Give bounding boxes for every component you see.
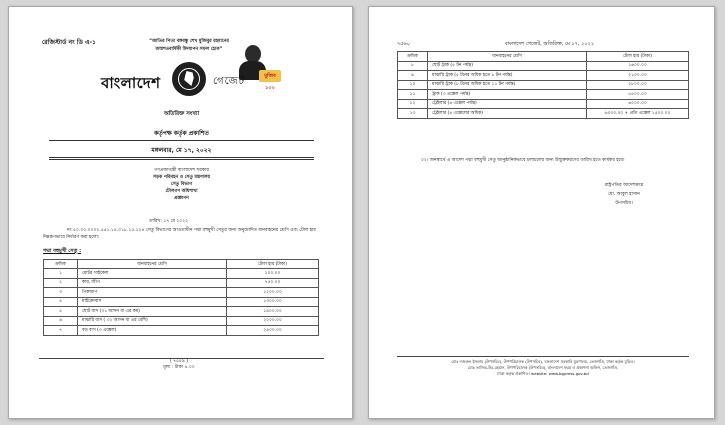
issuing-authority	[49, 167, 314, 202]
serial-cell: ১১	[398, 90, 428, 100]
vehicle-class-cell: মাঝারি ট্রাক (৫ টনের অধিক হতে ৮ টন পর্যন্ত)	[428, 71, 587, 81]
serial-cell: ৮	[398, 61, 428, 71]
running-header	[397, 41, 689, 49]
serial-cell: ১০	[398, 80, 428, 90]
gov-line-5: প্রজ্ঞাপন	[174, 196, 189, 201]
signatory-name: মো. আবুল হাসান	[608, 192, 640, 197]
footer-line-3: ঢাকা কর্তৃক প্রকাশিত। website: www.bgpress.gov.bd	[497, 371, 589, 377]
toll-rate-table	[43, 259, 319, 336]
footer-line-1: মোঃ নজরুল ইসলাম (উপসচিব), উপপরিচালক (উপসচিব), বাংলাদেশ সরকারি মুদ্রণালয়, তেজগাঁও, ঢাকা কর্তৃক মুদ্রিত।	[451, 359, 635, 364]
table-row	[44, 288, 319, 298]
divider	[49, 157, 314, 158]
gazette-title: বাংলাদেশ	[101, 74, 161, 92]
serial-cell: ৬	[44, 316, 78, 326]
table-row	[398, 80, 689, 90]
running-header-title: বাংলাদেশ গেজেট, অতিরিক্ত, মে ১৭, ২০২২	[504, 41, 595, 47]
toll-rate-cell: ৭৫০.০০	[227, 278, 319, 288]
slogan	[124, 38, 254, 54]
divider	[49, 140, 314, 141]
issue-date-heading: মঙ্গলবার, মে ১৭, ২০২২	[151, 147, 212, 154]
toll-rate-cell: ২১০০.০০	[587, 71, 689, 81]
toll-rate-cell: ২৪০০.০০	[227, 326, 319, 336]
vehicle-class-cell: ট্রাক (৩ এক্সেল পর্যন্ত)	[428, 90, 587, 100]
toll-rate-cell: ১৬০০.০০	[587, 61, 689, 71]
toll-rate-cell: ১৪০০.০০	[227, 307, 319, 317]
published-by-label: কর্তৃপক্ষ কর্তৃক প্রকাশিত	[154, 130, 209, 137]
serial-cell: ৭	[44, 326, 78, 336]
vehicle-class-cell: ট্রেইলার (৪ এক্সেল পর্যন্ত)	[428, 99, 587, 109]
printer-footer	[397, 359, 689, 378]
divider	[397, 356, 689, 357]
serial-cell: ৪	[44, 297, 78, 307]
toll-rate-cell: ১৩০০.০০	[227, 297, 319, 307]
vehicle-class-cell: বড় বাস (৩ এক্সেল)	[78, 326, 227, 336]
gazette-page-1	[8, 6, 353, 419]
gov-line-2: সড়ক পরিবহন ও সেতু মন্ত্রণালয়	[152, 175, 211, 180]
table-row	[44, 326, 319, 336]
table-row	[44, 297, 319, 307]
page-number: ( ৭৫৫৯ )	[169, 359, 189, 364]
table-header-row	[44, 260, 319, 269]
table-row	[44, 307, 319, 317]
vehicle-class-cell: মাঝারি বাস ( ৩২ আসন বা এর বেশি)	[78, 316, 227, 326]
toll-rate-cell: ৬০০০.০০ + প্রতি এক্সেল ১৫০০.০০	[587, 109, 689, 119]
table-row	[398, 109, 689, 119]
table-row	[398, 71, 689, 81]
serial-cell: ১২	[398, 99, 428, 109]
page-number: ৭৫৬০	[397, 41, 410, 47]
vehicle-class-cell: পিকআপ	[78, 288, 227, 298]
column-header: যানবাহনের শ্রেণি	[78, 260, 227, 269]
table-row	[44, 269, 319, 279]
government-seal-icon	[172, 62, 206, 96]
gazette-page-2	[368, 6, 715, 419]
toll-rate-cell: ৫৫০০.০০	[587, 90, 689, 100]
table-row	[44, 278, 319, 288]
table-row	[398, 99, 689, 109]
column-header: টোল হার (টাকা)	[227, 260, 319, 269]
vehicle-class-cell: মাইক্রোবাস	[78, 297, 227, 307]
divider	[49, 159, 314, 160]
page-footer	[149, 359, 209, 371]
mujib-100-logo: মুজিব ১০০	[259, 70, 281, 82]
slogan-line-1: “জাতির পিতা বঙ্গবন্ধু শেখ মুজিবুর রহমানের	[149, 39, 229, 44]
price-label: মূল্য : টাকা ৪.০০	[163, 365, 195, 370]
toll-rate-table-continued	[397, 51, 689, 119]
vehicle-class-cell: মাঝারি ট্রাক (৮ টনের অধিক হতে ১১ টন পর্যন্ত)	[428, 80, 587, 90]
vehicle-class-cell: কার, জীপ	[78, 278, 227, 288]
serial-cell: ৫	[44, 307, 78, 317]
notice-date: তারিখ: ১৭ মে ২০২২	[149, 219, 189, 224]
extra-issue-label: অতিরিক্ত সংখ্যা	[163, 111, 200, 117]
column-header: ক্রমিক	[44, 260, 78, 269]
serial-cell: ২	[44, 278, 78, 288]
serial-cell: ১৩	[398, 109, 428, 119]
table-row	[44, 316, 319, 326]
vehicle-class-cell: ছোট বাস (৩১ আসন বা এর কম)	[78, 307, 227, 317]
toll-rate-cell: ২০০০.০০	[227, 316, 319, 326]
signature-block	[574, 181, 674, 208]
column-header: ক্রমিক	[398, 52, 428, 62]
column-header: টোল হার (টাকা)	[587, 52, 689, 62]
effective-date-note: ০২। জনস্বার্থে এ আদেশ পদ্মা বহুমুখী সেতু আনুষ্ঠানিকভাবে চলাচলের জন্য উন্মুক্তকরণের তারিখ হতে কার্যকর হবে।	[421, 158, 625, 163]
toll-rate-cell: ২৮০০.০০	[587, 80, 689, 90]
slogan-line-2: জন্মশতবার্ষিকী উদযাপন সফল হোক”	[155, 47, 223, 52]
toll-rate-cell: ৬০০০.০০	[587, 99, 689, 109]
table-row	[398, 61, 689, 71]
table-row	[398, 90, 689, 100]
toll-rate-cell: ১০০.০০	[227, 269, 319, 279]
sign-line-1: রাষ্ট্রপতির আদেশক্রমে	[604, 183, 644, 188]
gov-line-4: টোলগণ অধিশাখা	[165, 189, 198, 194]
serial-cell: ৯	[398, 71, 428, 81]
toll-rate-cell: ১২০০.০০	[227, 288, 319, 298]
table-header-row	[398, 52, 689, 62]
vehicle-class-cell: মোটর সাইকেল	[78, 269, 227, 279]
serial-cell: ১	[44, 269, 78, 279]
registration-number: রেজিস্টার্ড নং ডি এ-১	[42, 39, 96, 46]
vehicle-class-cell: ট্রেইলার (৪ এক্সেলের অধিক)	[428, 109, 587, 119]
gov-line-1: গণপ্রজাতন্ত্রী বাংলাদেশ সরকার	[154, 168, 209, 173]
footer-line-2: মোঃ তাজিম-উর-রহমান, উপপরিচালক (উপসচিব), বাংলাদেশ ফরম ও প্রকাশনা অফিস, তেজগাঁও,	[467, 365, 619, 371]
column-header: যানবাহনের শ্রেণি	[428, 52, 587, 62]
signatory-title: উপসচিব।	[615, 201, 633, 206]
section-title: পদ্মা বহুমুখী সেতু :	[43, 248, 82, 254]
gov-line-3: সেতু বিভাগ	[170, 182, 193, 187]
vehicle-class-cell: ছোট ট্রাক (৫ টন পর্যন্ত)	[428, 61, 587, 71]
gazette-subtitle: গেজেট	[213, 76, 246, 87]
serial-cell: ৩	[44, 288, 78, 298]
notice-body: নং ৫০.০০.০০০০.৫৫১.১৪.০১৮.১৫.১২৪ সেতু বিভাগের আওতাধীন পদ্মা বহুমুখী সেতুর জন্য অনুমোদিত যানবাহনের শ্রেণি এবং টোল হার নিম্নরূপভাবে নির্ধারণ করা হলো:	[43, 228, 316, 240]
